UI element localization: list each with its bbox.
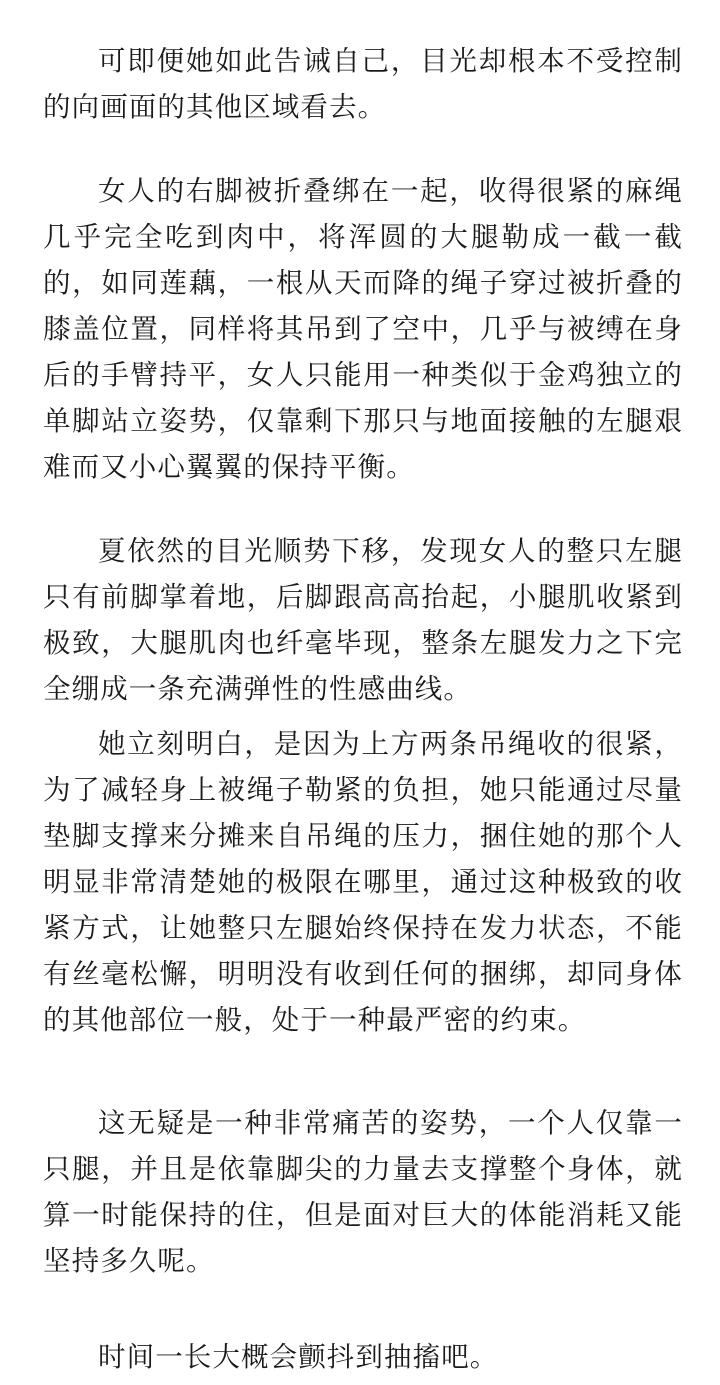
paragraph: 时间一长大概会颤抖到抽搐吧。 [98,1341,499,1373]
paragraph: 可即便她如此告诫自己，目光却根本不受控制的向画面的其他区域看去。 [43,45,683,123]
paragraph: 女人的右脚被折叠绑在一起，收得很紧的麻绳几乎完全吃到肉中，将浑圆的大腿勒成一截一截的，如同莲藕，一根从天而降的绳子穿过被折叠的膝盖位置，同样将其吊到了空中，几乎与被缚在身后的手臂持平，女人只能用一种类似于金鸡独立的单脚站立姿势，仅靠剩下那只与地面接触的左腿艰难而又小心翼翼的保持平衡。 [43,175,683,483]
paragraph: 她立刻明白，是因为上方两条吊绳收的很紧，为了减轻身上被绳子勒紧的负担，她只能通过尽量垫脚支撑来分摊来自吊绳的压力，捆住她的那个人明显非常清楚她的极限在哪里，通过这种极致的收紧方式，让她整只左腿始终保持在发力状态，不能有丝毫松懈，明明没有收到任何的捆绑，却同身体的其他部位一般，处于一种最严密的约束。 [43,728,683,1036]
paragraph: 这无疑是一种非常痛苦的姿势，一个人仅靠一只腿，并且是依靠脚尖的力量去支撑整个身体，就算一时能保持的住，但是面对巨大的体能消耗又能坚持多久呢。 [43,1107,683,1277]
paragraph: 夏依然的目光顺势下移，发现女人的整只左腿只有前脚掌着地，后脚跟高高抬起，小腿肌收紧到极致，大腿肌肉也纤毫毕现，整条左腿发力之下完全绷成一条充满弹性的性感曲线。 [43,535,683,705]
